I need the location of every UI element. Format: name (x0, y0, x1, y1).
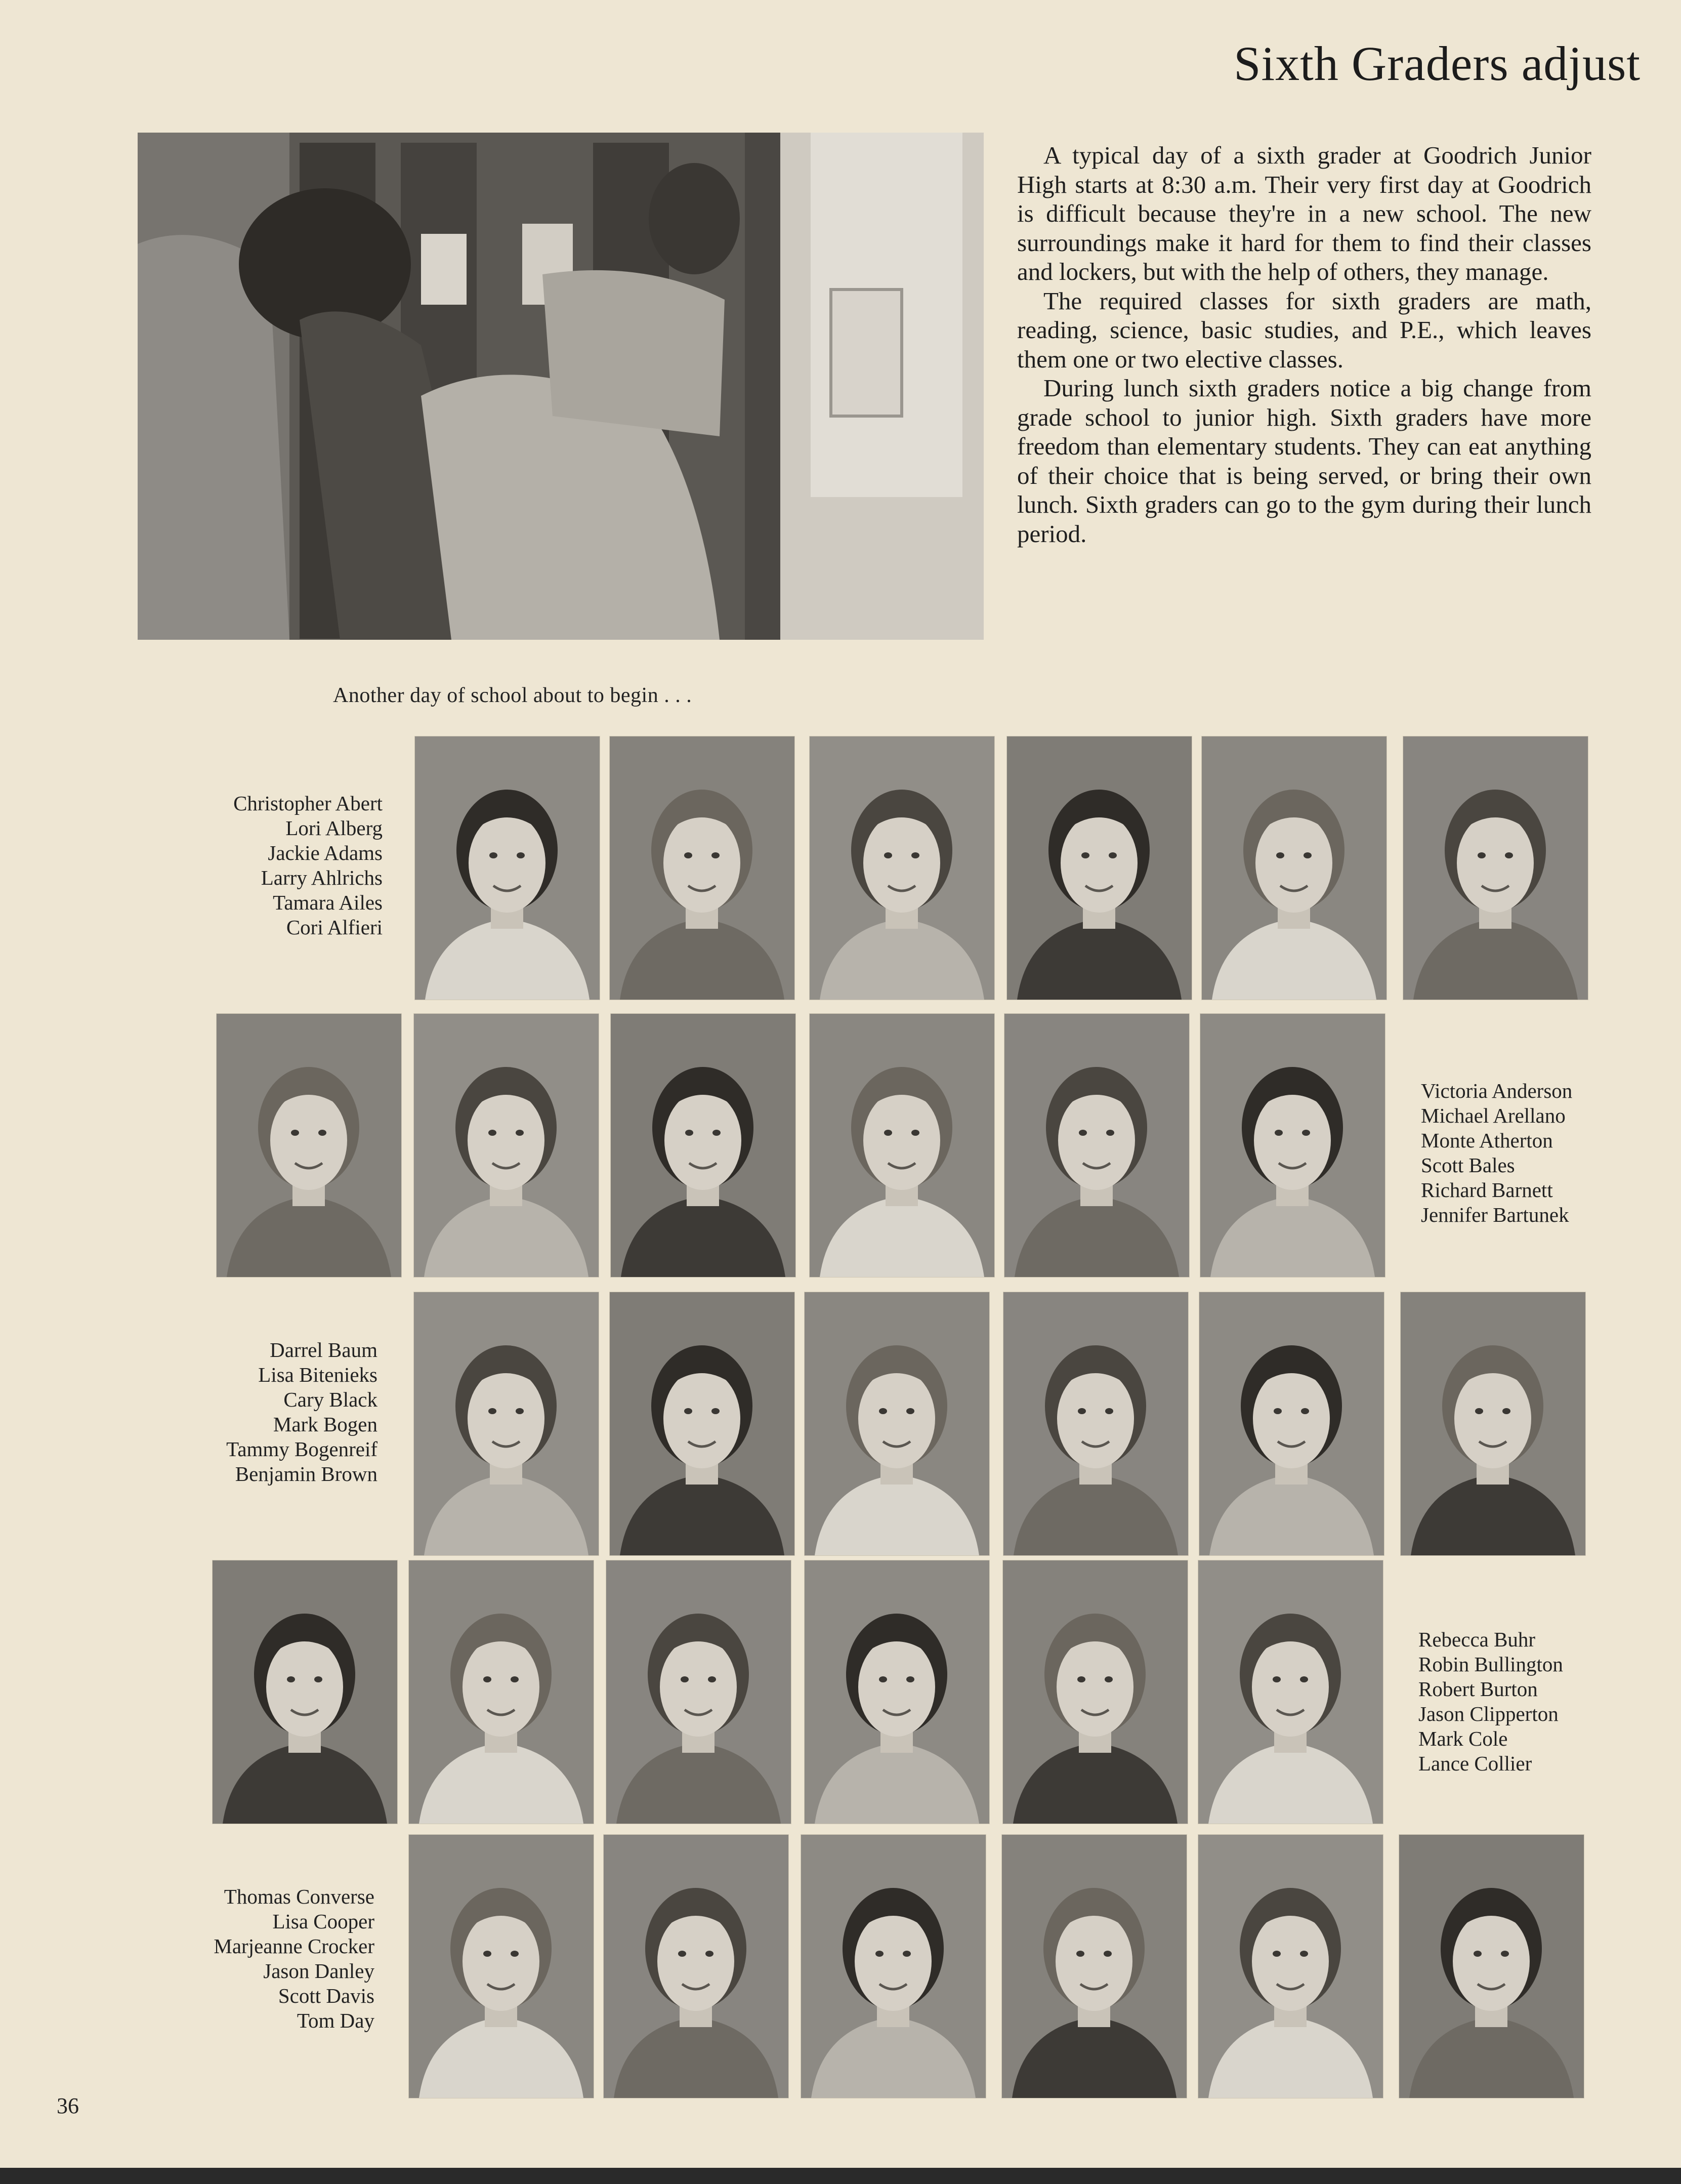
student-portrait (1003, 1292, 1188, 1555)
student-portrait (606, 1560, 791, 1824)
page-number: 36 (57, 2093, 79, 2118)
student-name: Lisa Cooper (272, 1910, 374, 1933)
student-name: Tom Day (297, 2009, 374, 2032)
student-name: Mark Bogen (273, 1413, 377, 1436)
student-name: Thomas Converse (224, 1885, 374, 1908)
student-name: Marjeanne Crocker (214, 1934, 374, 1958)
student-portrait (1200, 1014, 1385, 1277)
student-portrait (610, 1292, 794, 1555)
student-name: Jackie Adams (268, 841, 383, 864)
student-portrait (1004, 1014, 1189, 1277)
student-name: Darrel Baum (270, 1338, 377, 1362)
student-name: Scott Bales (1421, 1153, 1515, 1177)
student-name: Lori Alberg (285, 816, 383, 840)
student-name: Robin Bullington (1418, 1653, 1563, 1676)
student-portrait (1401, 1292, 1585, 1555)
student-portrait (1403, 736, 1588, 1000)
student-name: Benjamin Brown (235, 1462, 377, 1486)
student-name: Lisa Bitenieks (258, 1363, 377, 1386)
name-list-row-5 (214, 1884, 374, 2033)
student-name: Cori Alfieri (286, 916, 383, 939)
student-portrait (805, 1292, 989, 1555)
student-portrait (409, 1560, 594, 1824)
student-name: Richard Barnett (1421, 1178, 1553, 1202)
student-name: Christopher Abert (233, 792, 383, 815)
article-paragraph: A typical day of a sixth grader at Goodrich Junior High starts at 8:30 a.m. Their very first day at Goodrich is difficult because they're in a new school. The new surroundings make it hard for them to find their classes and lockers, but with the help of others, they manage. (1017, 141, 1591, 285)
student-name: Jennifer Bartunek (1421, 1203, 1569, 1226)
student-portrait (1198, 1560, 1383, 1824)
student-name: Scott Davis (278, 1984, 374, 2007)
name-list-row-1 (233, 791, 383, 940)
student-name: Lance Collier (1418, 1752, 1532, 1775)
student-portrait (1007, 736, 1192, 1000)
student-portrait (611, 1014, 795, 1277)
student-portrait (610, 736, 794, 1000)
student-portrait (1002, 1835, 1187, 2098)
student-name: Jason Clipperton (1418, 1702, 1559, 1725)
student-portrait (801, 1835, 986, 2098)
student-portrait (409, 1835, 594, 2098)
student-name: Tammy Bogenreif (226, 1437, 377, 1461)
scan-edge (0, 2168, 1681, 2184)
article-text (1017, 141, 1591, 548)
student-portrait (415, 736, 600, 1000)
student-portrait (1198, 1835, 1383, 2098)
student-name: Monte Atherton (1421, 1129, 1553, 1152)
student-portrait (810, 736, 994, 1000)
article-paragraph: During lunch sixth graders notice a big change from grade school to junior high. Sixth graders have more freedom than elementary students. They can eat anything of their choice that is being served, or bring their own lunch. Sixth graders can go to the gym during their lunch period. (1017, 374, 1591, 548)
student-portrait (213, 1560, 397, 1824)
student-name: Cary Black (283, 1388, 377, 1411)
student-name: Mark Cole (1418, 1727, 1508, 1750)
student-portrait (414, 1292, 599, 1555)
article-paragraph: The required classes for sixth graders are math, reading, science, basic studies, and P.E., which leaves them one or two elective classes. (1017, 286, 1591, 373)
name-list-row-4 (1418, 1627, 1563, 1776)
student-name: Jason Danley (263, 1959, 374, 1983)
student-portrait (217, 1014, 401, 1277)
photo-caption: Another day of school about to begin . . . (333, 684, 692, 707)
student-name: Rebecca Buhr (1418, 1628, 1536, 1651)
student-name: Robert Burton (1418, 1677, 1538, 1701)
student-portrait (1199, 1292, 1384, 1555)
student-name: Victoria Anderson (1421, 1079, 1573, 1102)
student-portrait (810, 1014, 994, 1277)
student-portrait (604, 1835, 788, 2098)
student-portrait (414, 1014, 599, 1277)
student-portrait (1202, 736, 1386, 1000)
name-list-row-2 (1421, 1079, 1572, 1227)
student-portrait (1399, 1835, 1584, 2098)
hero-photo-locker-hallway (138, 133, 984, 640)
student-name: Michael Arellano (1421, 1104, 1566, 1127)
student-name: Tamara Ailes (273, 891, 383, 914)
student-name: Larry Ahlrichs (261, 866, 383, 889)
student-portrait (1003, 1560, 1188, 1824)
student-portrait (805, 1560, 989, 1824)
name-list-row-3 (226, 1338, 377, 1487)
page-title: Sixth Graders adjust (1234, 36, 1641, 91)
